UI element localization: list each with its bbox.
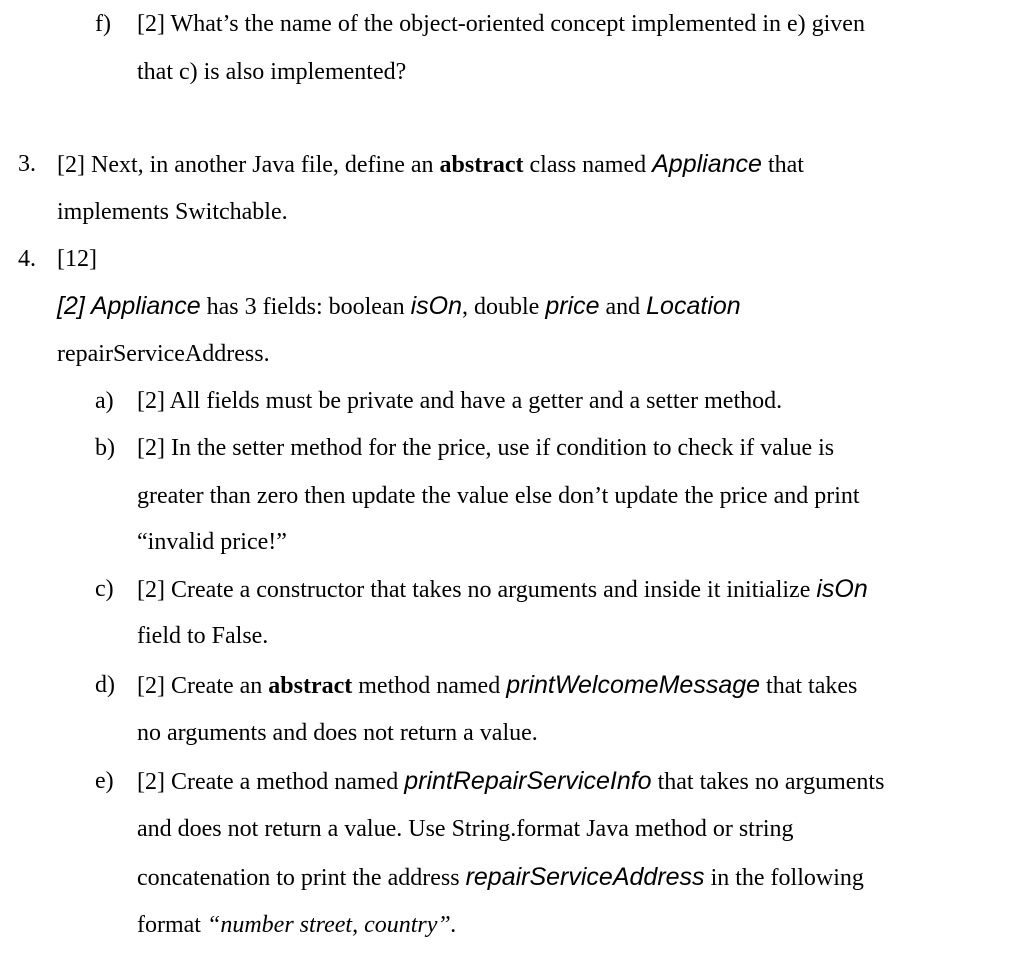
item-c-label: c) bbox=[95, 576, 114, 602]
question-4-line-1: [2] Appliance has 3 fields: boolean isOn, double price and Location bbox=[57, 292, 741, 320]
item-f-line-1: [2] What’s the name of the object-oriented concept implemented in e) given bbox=[137, 11, 865, 37]
item-d-label: d) bbox=[95, 672, 115, 698]
item-f-label: f) bbox=[95, 11, 111, 37]
item-c-line-2: field to False. bbox=[137, 623, 269, 649]
item-b-line-2: greater than zero then update the value else don’t update the price and print bbox=[137, 483, 860, 509]
item-e-label: e) bbox=[95, 768, 114, 794]
item-e-line-1: [2] Create a method named printRepairServiceInfo that takes no arguments bbox=[137, 767, 885, 795]
class-name-appliance: Appliance bbox=[652, 150, 762, 178]
item-f-line-2: that c) is also implemented? bbox=[137, 59, 407, 85]
item-e-line-2: and does not return a value. Use String.format Java method or string bbox=[137, 816, 794, 842]
item-a-label: a) bbox=[95, 388, 114, 414]
item-e-line-4: format “number street, country”. bbox=[137, 912, 457, 938]
item-a-line-1: [2] All fields must be private and have a getter and a setter method. bbox=[137, 388, 783, 414]
item-b-label: b) bbox=[95, 435, 115, 461]
question-4-points: [12] bbox=[57, 246, 97, 272]
question-3-line-1: [2] Next, in another Java file, define an abstract class named Appliance that bbox=[57, 150, 804, 178]
question-3-line-2: implements Switchable. bbox=[57, 199, 288, 225]
item-e-line-3: concatenation to print the address repairServiceAddress in the following bbox=[137, 863, 864, 891]
item-b-line-3: “invalid price!” bbox=[137, 529, 287, 555]
item-c-line-1: [2] Create a constructor that takes no arguments and inside it initialize isOn bbox=[137, 575, 868, 603]
item-d-line-2: no arguments and does not return a value. bbox=[137, 720, 538, 746]
item-b-line-1: [2] In the setter method for the price, use if condition to check if value is bbox=[137, 435, 835, 461]
question-4-label: 4. bbox=[18, 246, 36, 272]
question-3-label: 3. bbox=[18, 151, 36, 177]
item-d-line-1: [2] Create an abstract method named printWelcomeMessage that takes bbox=[137, 671, 858, 699]
question-4-line-2: repairServiceAddress. bbox=[57, 341, 270, 367]
